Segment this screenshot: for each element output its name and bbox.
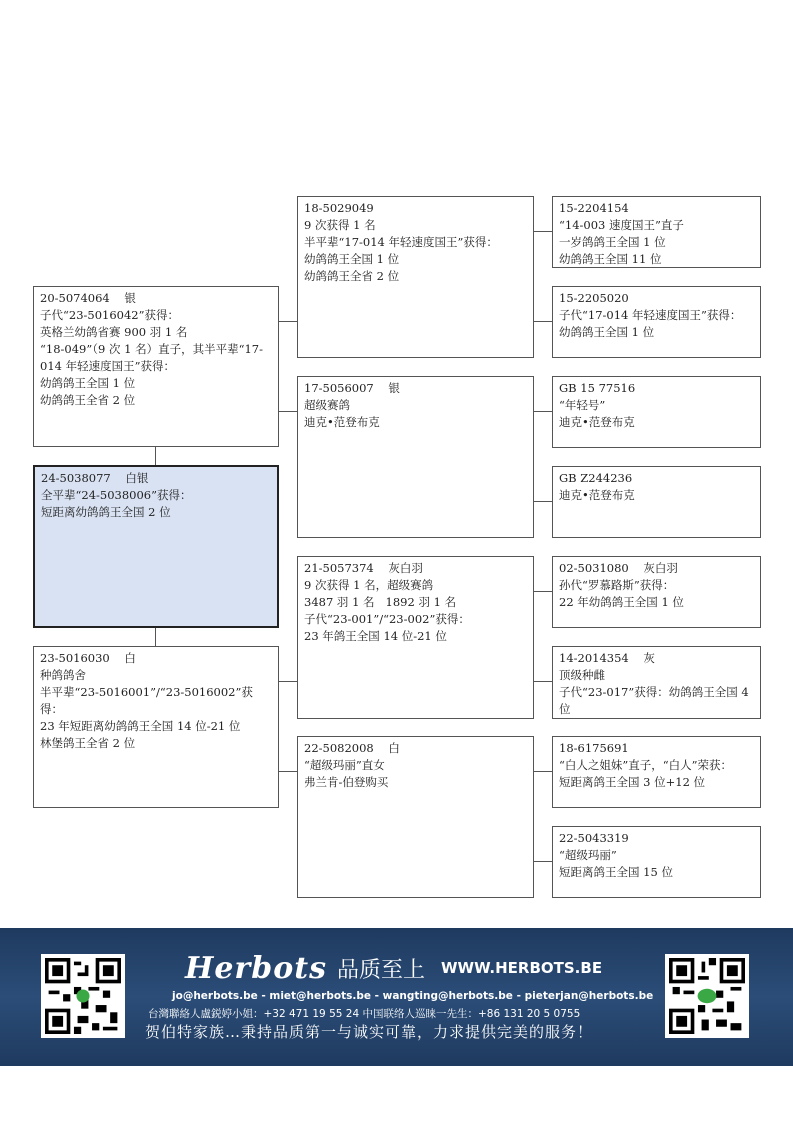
dam-dam-box (297, 736, 534, 898)
pedigree-line: “年轻号” (559, 398, 606, 412)
family-motto: 贺伯特家族…秉持品质第一与诚实可靠，力求提供完美的服务！ (145, 1023, 594, 1041)
pedigree-line: 02-5031080 灰白羽 (559, 561, 678, 575)
pedigree-line: 迪克•范登布克 (559, 415, 635, 429)
pedigree-line: 15-2204154 (559, 201, 629, 215)
pedigree-line: 20-5074064 银 (40, 291, 136, 305)
ss-dam-box (552, 286, 761, 358)
dam-sire-box (297, 556, 534, 719)
pedigree-line: 子代“23-017”获得：幼鸽鸽王全国 4 位 (559, 685, 753, 716)
sire-box (33, 286, 279, 447)
pedigree-line: 种鸽鸽舍 (40, 668, 86, 682)
pedigree-line: 24-5038077 白银 (41, 471, 149, 485)
dam-box (33, 646, 279, 808)
wechat-qr-code-icon (665, 954, 749, 1038)
pedigree-line: 幼鸽鸽王全国 1 位 (559, 325, 655, 339)
pedigree-line: 幼鸽鸽王全国 1 位 (40, 376, 136, 390)
sire-sire-box (297, 196, 534, 358)
pedigree-line: 幼鸽鸽王全国 11 位 (559, 252, 662, 266)
footer-banner (0, 928, 793, 1066)
pedigree-line: 幼鸽鸽王全省 2 位 (304, 269, 400, 283)
contact-phones: 台灣聯絡人盧鋭婷小姐：+32 471 19 55 24 中国联络人巡睐一先生：+86 131 20 5 0755 (148, 1008, 581, 1020)
pedigree-line: 23 年短距离幼鸽鸽王全国 14 位-21 位 (40, 719, 241, 733)
wechat-qr-graphic (669, 958, 745, 1034)
pedigree-line: 全平辈“24-5038006”获得： (41, 488, 192, 502)
pedigree-line: “14-003 速度国王”直子 (559, 218, 684, 232)
sd-dam-box (552, 466, 761, 538)
pedigree-line: 幼鸽鸽王全国 1 位 (304, 252, 400, 266)
pedigree-line: GB 15 77516 (559, 381, 636, 395)
pedigree-line: 15-2205020 (559, 291, 629, 305)
pedigree-line: 短距离鸽王全国 15 位 (559, 865, 673, 879)
qr-code-graphic (45, 958, 121, 1034)
pedigree-line: “白人之姐妹”直子，“白人”荣获： (559, 758, 733, 772)
pedigree-line: “18-049”（9 次 1 名）直子，其半平辈“17-014 年轻速度国王”获得： (40, 342, 263, 373)
pedigree-line: 22-5043319 (559, 831, 629, 845)
pedigree-line: 9 次获得 1 名 (304, 218, 376, 232)
pedigree-line: 3487 羽 1 名 1892 羽 1 名 (304, 595, 457, 609)
pedigree-line: 短距离鸽王全国 3 位+12 位 (559, 775, 706, 789)
dd-sire-box (552, 736, 761, 808)
sd-sire-box (552, 376, 761, 448)
pedigree-line: 9 次获得 1 名，超级赛鸽 (304, 578, 434, 592)
pedigree-line: 23-5016030 白 (40, 651, 136, 665)
pedigree-line: 迪克•范登布克 (304, 415, 380, 429)
pedigree-line: 英格兰幼鸽省赛 900 羽 1 名 (40, 325, 188, 339)
website-link[interactable]: WWW.HERBOTS.BE (441, 959, 603, 977)
sire-dam-box (297, 376, 534, 538)
pedigree-line: 短距离幼鸽鸽王全国 2 位 (41, 505, 171, 519)
pedigree-line: 22-5082008 白 (304, 741, 400, 755)
brand-slogan: 品质至上 (336, 957, 425, 983)
pedigree-line: 17-5056007 银 (304, 381, 400, 395)
pedigree-line: 14-2014354 灰 (559, 651, 655, 665)
pedigree-line: 18-5029049 (304, 201, 374, 215)
pedigree-line: 顶级种雌 (559, 668, 605, 682)
pedigree-line: 幼鸽鸽王全省 2 位 (40, 393, 136, 407)
dd-dam-box (552, 826, 761, 898)
ds-sire-box (552, 556, 761, 628)
pedigree-line: GB Z244236 (559, 471, 633, 485)
pedigree-line: 林堡鸽王全省 2 位 (40, 736, 136, 750)
pedigree-line: 子代“17-014 年轻速度国王”获得： (559, 308, 742, 322)
pedigree-line: 迪克•范登布克 (559, 488, 635, 502)
pedigree-line: 弗兰肯-伯登购买 (304, 775, 389, 789)
ss-sire-box (552, 196, 761, 268)
brand-logo: Herbots (185, 950, 327, 986)
qr-code-icon (41, 954, 125, 1038)
pedigree-line: 子代“23-5016042”获得： (40, 308, 179, 322)
pedigree-line: “超级玛丽” (559, 848, 617, 862)
pedigree-line: 23 年鸽王全国 14 位-21 位 (304, 629, 447, 643)
pedigree-line: 超级赛鸽 (304, 398, 350, 412)
subject-pigeon-box (33, 465, 279, 628)
pedigree-line: 孙代“罗慕路斯”获得： (559, 578, 675, 592)
pedigree-line: 18-6175691 (559, 741, 629, 755)
pedigree-line: 半平辈“23-5016001”/“23-5016002”获得： (40, 685, 253, 716)
pedigree-line: 22 年幼鸽鸽王全国 1 位 (559, 595, 684, 609)
pedigree-line: 子代“23-001”/“23-002”获得： (304, 612, 470, 626)
ds-dam-box (552, 646, 761, 719)
pedigree-line: 21-5057374 灰白羽 (304, 561, 423, 575)
contact-emails[interactable]: jo@herbots.be - miet@herbots.be - wangting@herbots.be - pieterjan@herbots.be (172, 990, 654, 1002)
pedigree-line: 半平辈“17-014 年轻速度国王”获得： (304, 235, 498, 249)
pedigree-line: 一岁鸽鸽王全国 1 位 (559, 235, 666, 249)
brand-row (185, 948, 602, 988)
pedigree-line: “超级玛丽”直女 (304, 758, 385, 772)
